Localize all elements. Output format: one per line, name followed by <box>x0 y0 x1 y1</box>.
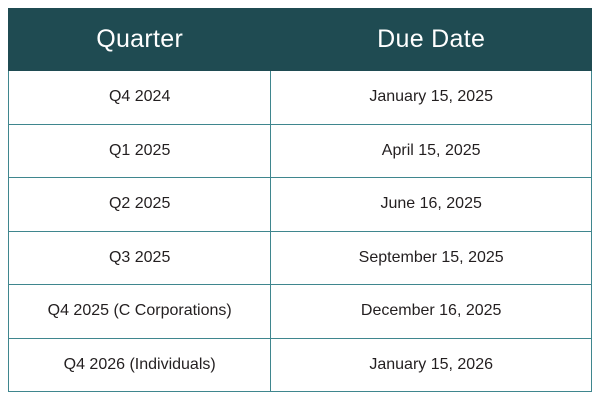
cell-due-date: January 15, 2026 <box>271 338 592 392</box>
cell-due-date: January 15, 2025 <box>271 71 592 125</box>
table-row <box>9 71 592 125</box>
cell-due-date: June 16, 2025 <box>271 178 592 232</box>
cell-quarter: Q4 2026 (Individuals) <box>9 338 271 392</box>
cell-quarter: Q3 2025 <box>9 231 271 285</box>
cell-due-date: September 15, 2025 <box>271 231 592 285</box>
table-body <box>9 71 592 392</box>
table-row <box>9 231 592 285</box>
table-row <box>9 178 592 232</box>
table-row <box>9 285 592 339</box>
table-header-row <box>9 9 592 71</box>
cell-quarter: Q2 2025 <box>9 178 271 232</box>
estimated-tax-due-dates-table <box>8 8 592 392</box>
table-header <box>9 9 592 71</box>
column-header-due-date: Due Date <box>271 9 592 71</box>
cell-due-date: April 15, 2025 <box>271 124 592 178</box>
cell-quarter: Q4 2025 (C Corporations) <box>9 285 271 339</box>
table-row <box>9 338 592 392</box>
column-header-quarter: Quarter <box>9 9 271 71</box>
cell-quarter: Q1 2025 <box>9 124 271 178</box>
table-row <box>9 124 592 178</box>
cell-quarter: Q4 2024 <box>9 71 271 125</box>
cell-due-date: December 16, 2025 <box>271 285 592 339</box>
